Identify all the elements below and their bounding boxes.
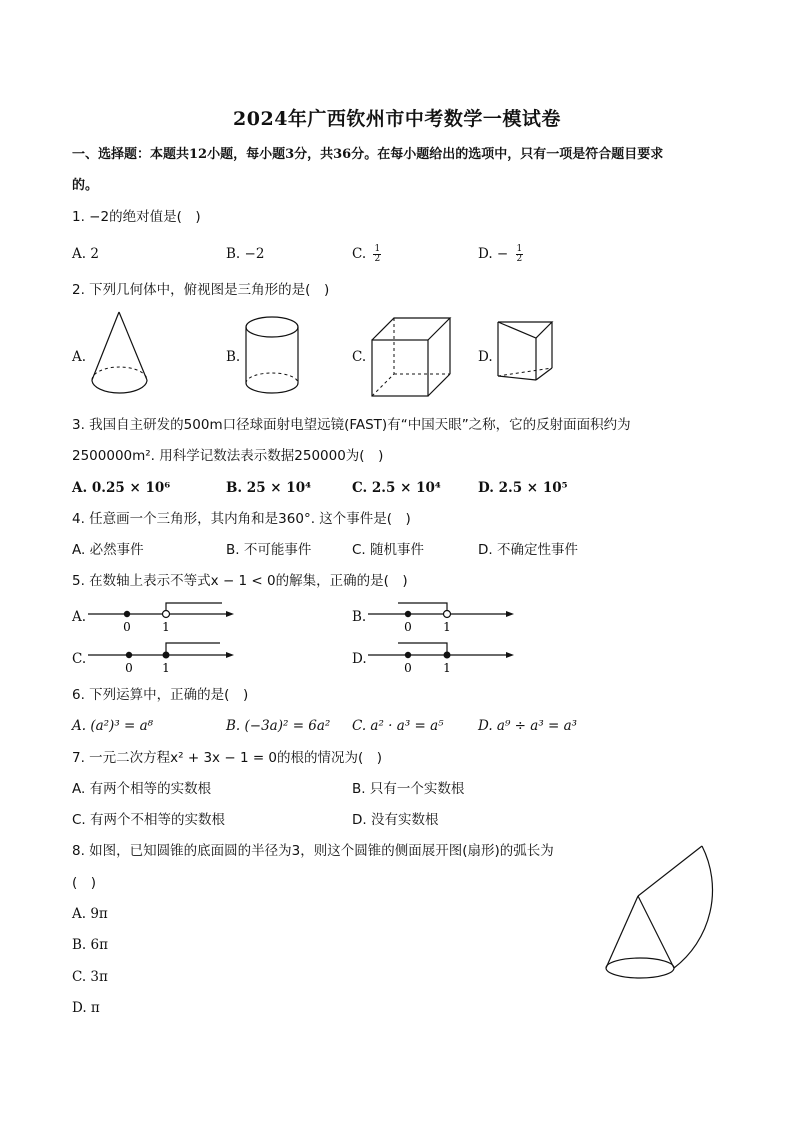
q5-option-b: B. <box>352 609 367 625</box>
fraction-numerator: 1 <box>516 244 523 254</box>
q7-option-b: B. 只有一个实数根 <box>352 781 465 797</box>
number-line-b <box>368 598 518 638</box>
number-line-a <box>88 598 238 638</box>
tick-label-0: 0 <box>123 620 131 634</box>
q2-option-a: A. <box>72 349 87 365</box>
q3-option-c: C. 2.5 × 10⁴ <box>352 480 441 496</box>
number-line-c <box>88 640 238 680</box>
q4-option-b: B. 不可能事件 <box>226 542 312 558</box>
section-header-line1: 一、选择题：本题共12小题，每小题3分，共36分。在每小题给出的选项中，只有一项是符合题目要求 <box>72 147 664 162</box>
q8-option-c: C. 3π <box>72 969 108 985</box>
prism-figure <box>496 318 556 384</box>
q6-option-a: A. (a²)³ = a⁸ <box>72 718 154 734</box>
q1-option-c <box>352 245 381 264</box>
q6-option-c: C. a² · a³ = a⁵ <box>352 718 444 734</box>
section-header-line2: 的。 <box>72 178 99 193</box>
q8-stem-line2: ( ) <box>72 875 97 891</box>
fraction-denominator: 2 <box>516 254 523 264</box>
q3-option-b: B. 25 × 10⁴ <box>226 480 312 496</box>
q7-option-d: D. 没有实数根 <box>352 812 439 828</box>
number-line-d <box>368 640 518 680</box>
cone-sector-figure <box>600 840 725 985</box>
q8-option-b: B. 6π <box>72 937 108 953</box>
q5-option-d: D. <box>352 651 367 667</box>
q1-option-b: B. −2 <box>226 246 265 262</box>
cone-figure <box>88 310 153 400</box>
q1-option-c-prefix: C. <box>352 246 367 262</box>
q4-option-c: C. 随机事件 <box>352 542 425 558</box>
q7-option-a: A. 有两个相等的实数根 <box>72 781 212 797</box>
q3-stem-line2: 2500000m². 用科学记数法表示数据250000为( ) <box>72 448 384 464</box>
q5-stem: 5. 在数轴上表示不等式x − 1 < 0的解集，正确的是( ) <box>72 573 408 589</box>
q4-stem: 4. 任意画一个三角形，其内角和是360°. 这个事件是( ) <box>72 511 411 527</box>
q2-option-c: C. <box>352 349 367 365</box>
q5-option-c: C. <box>72 651 87 667</box>
q4-option-d: D. 不确定性事件 <box>478 542 578 558</box>
page-title: 2024年广西钦州市中考数学一模试卷 <box>233 108 561 130</box>
q3-option-d: D. 2.5 × 10⁵ <box>478 480 568 496</box>
q6-option-b: B. (−3a)² = 6a² <box>226 718 331 734</box>
q5-option-a: A. <box>72 609 87 625</box>
q4-option-a: A. 必然事件 <box>72 542 144 558</box>
fraction-numerator: 1 <box>374 244 381 254</box>
q1-option-a: A. 2 <box>72 246 99 262</box>
q7-stem: 7. 一元二次方程x² + 3x − 1 = 0的根的情况为( ) <box>72 750 383 766</box>
tick-label-0: 0 <box>125 661 133 675</box>
q1-stem: 1. −2的绝对值是( ) <box>72 209 201 225</box>
tick-label-1: 1 <box>443 620 451 634</box>
q3-option-a: A. 0.25 × 10⁶ <box>72 480 171 496</box>
q1-option-d-prefix: D. − <box>478 246 509 262</box>
q7-option-c: C. 有两个不相等的实数根 <box>72 812 226 828</box>
tick-label-0: 0 <box>404 620 412 634</box>
q2-option-d: D. <box>478 349 493 365</box>
q1-option-c-fraction <box>373 245 381 264</box>
tick-label-1: 1 <box>162 620 170 634</box>
q8-stem-line1: 8. 如图，已知圆锥的底面圆的半径为3，则这个圆锥的侧面展开图(扇形)的弧长为 <box>72 843 554 859</box>
q6-option-d: D. a⁹ ÷ a³ = a³ <box>478 718 578 734</box>
q6-stem: 6. 下列运算中，正确的是( ) <box>72 687 249 703</box>
tick-label-1: 1 <box>443 661 451 675</box>
cylinder-figure <box>244 315 302 403</box>
q1-option-d <box>478 245 523 264</box>
fraction-denominator: 2 <box>374 254 381 264</box>
q8-option-d: D. π <box>72 1000 100 1016</box>
cube-figure <box>370 316 460 398</box>
q1-option-d-fraction <box>516 245 524 264</box>
q2-option-b: B. <box>226 349 241 365</box>
q8-option-a: A. 9π <box>72 906 108 922</box>
tick-label-1: 1 <box>162 661 170 675</box>
q2-stem: 2. 下列几何体中，俯视图是三角形的是( ) <box>72 282 330 298</box>
q3-stem-line1: 3. 我国自主研发的500m口径球面射电望远镜(FAST)有“中国天眼”之称，它的反射面面积约为 <box>72 417 631 433</box>
tick-label-0: 0 <box>404 661 412 675</box>
